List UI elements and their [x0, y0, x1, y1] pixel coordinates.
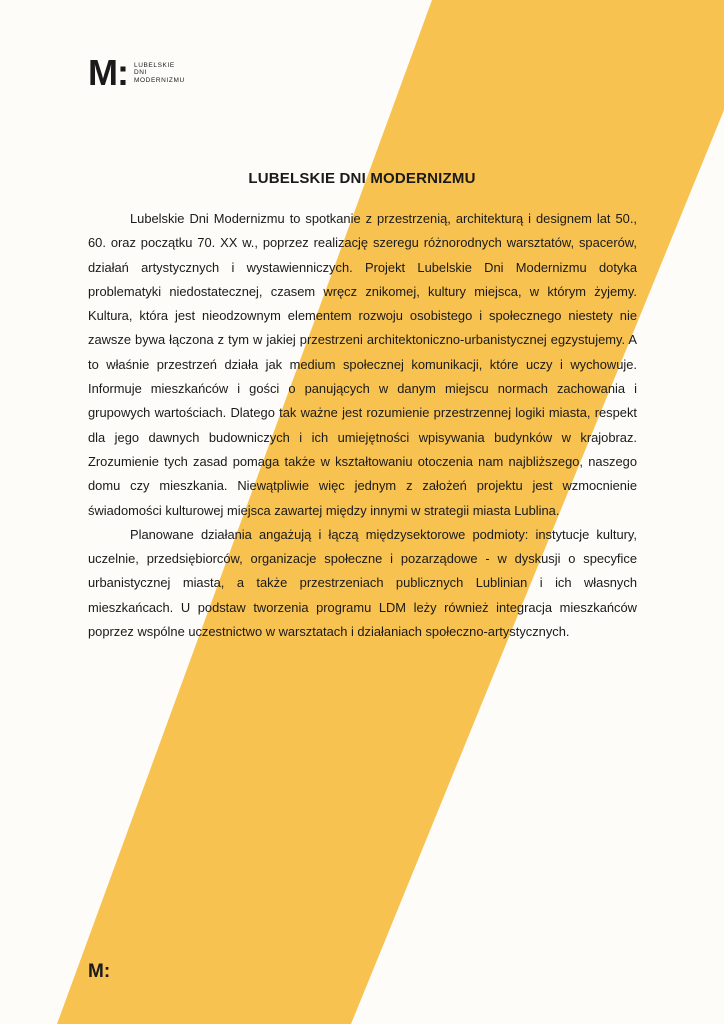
logo-mark: M:: [88, 52, 128, 93]
footer-logo-mark: M:: [88, 961, 111, 982]
logo-line-3: MODERNIZMU: [133, 76, 185, 84]
document-body: [88, 207, 637, 644]
logo-wordmark: [134, 62, 185, 85]
body-paragraph-2: Planowane działania angażują i łączą międzysektorowe podmioty: instytucje kultury, uczelnie, przedsiębiorców, organizacje społeczne i pozarządowe - w dyskusji o specyfice urbanistycznej miasta, a także przestrzeniach publicznych Lublinian i ich własnych mieszkańcach. U podstaw tworzenia programu LDM leży również integracja mieszkańców poprzez wspólne uczestnictwo w warsztatach i działaniach społeczno-artystycznych.: [88, 526, 637, 640]
logo-line-2: DNI: [133, 69, 147, 77]
logo-line-1: LUBELSKIE: [133, 61, 175, 69]
body-paragraph-1: Lubelskie Dni Modernizmu to spotkanie z przestrzenią, architekturą i designem lat 50., 60. oraz początku 70. XX w., poprzez realizację szeregu różnorodnych warsztatów, spacerów, działań artystycznych i wystawienniczych. Projekt Lubelskie Dni Modernizmu dotyka problematyki niedostatecznej, czasem wręcz znikomej, kultury miejsca, w którym żyjemy. Kultura, która jest nieodzownym elementem rozwoju osobistego i społecznego niestety nie zawsze bywa łączona z tym w jakiej przestrzeni architektoniczno-urbanistycznej egzystujemy. A to właśnie przestrzeń działa jak medium społecznej komunikacji, które uczy i wychowuje. Informuje mieszkańców i gości o panujących w danym miejscu normach zachowania i grupowych wartościach. Dlatego tak ważne jest rozumienie przestrzennej logiki miasta, respekt dla jego dawnych budowniczych i ich umiejętności wpisywania budynków w krajobraz. Zrozumienie tych zasad pomaga także w kształtowaniu otoczenia nam najbliższego, naszego domu czy mieszkania. Niewątpliwie więc jednym z założeń projektu jest wzmocnienie świadomości kulturowej miejsca zawartej między innymi w strategii miasta Lublina.: [88, 211, 637, 518]
brand-logo: [88, 52, 185, 93]
document-title: LUBELSKIE DNI MODERNIZMU: [248, 170, 476, 187]
